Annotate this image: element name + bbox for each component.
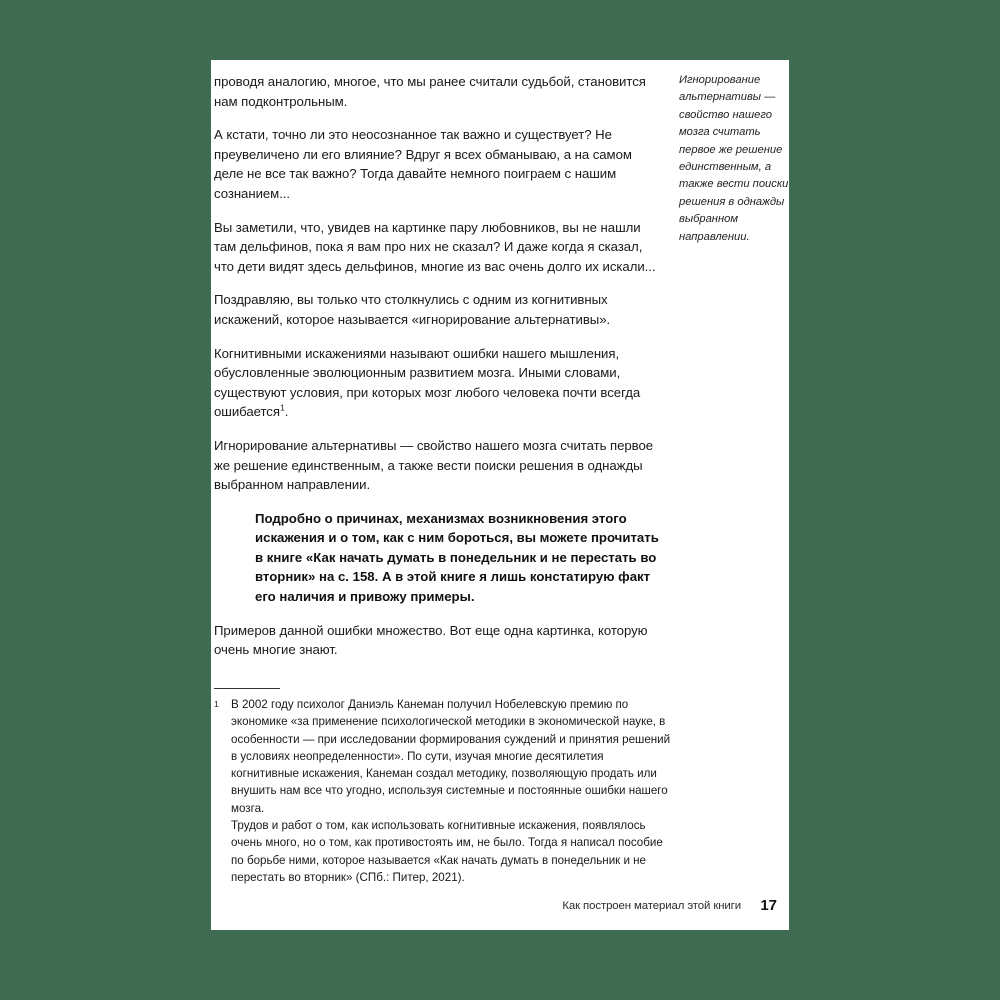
paragraph-5 [214,344,663,422]
paragraph-2: А кстати, точно ли это неосознанное так важно и существует? Не преувеличено ли его влияние? Вдруг я всех обманываю, а на самом деле не все так важно? Тогда давайте немного поиграем с нашим сознанием... [214,127,632,201]
footnote-1 [214,696,671,886]
footnote-paragraph-1: В 2002 году психолог Даниэль Канеман получил Нобелевскую премию по экономике «за применение психологической методики в экономической науке, в особенности — при исследовании формирования суждений и принятия решений в условиях неопределенности». По сути, изучая многие десятилетия когнитивные искажения, Канеман создал методику, позволяющую продать или внушить нам все что угодно, используя системные и постоянные ошибки нашего мозга. [231,698,671,815]
sidenote: Игнорирование альтернативы — свойство нашего мозга считать первое же решение единственным, а также вести поиски решения в однажды выбранном направлении. [679,74,789,243]
paragraph-1: проводя аналогию, многое, что мы ранее считали судьбой, становится нам подконтрольным. [214,74,646,109]
footnote-marker: 1 [214,699,219,709]
paragraph-3: Вы заметили, что, увидев на картинке пару любовников, вы не нашли там дельфинов, пока я вам про них не сказал? И даже когда я сказал, что дети видят здесь дельфинов, многие из вас очень долго их искали... [214,219,656,274]
page-number: 17 [760,897,777,914]
paragraph-5-text: Когнитивными искажениями называют ошибки нашего мышления, обусловленные эволюционным развитием мозга. Иными словами, существуют условия, при которых мозг любого человека почти всегда ошибается [214,345,641,420]
paragraph-4: Поздравляю, вы только что столкнулись с одним из когнитивных искажений, которое называется «игнорирование альтернативы». [214,292,611,327]
paragraph-6: Игнорирование альтернативы — свойство нашего мозга считать первое же решение единственным, а также вести поиски решения в однажды выбранном направлении. [214,437,654,493]
paragraph-5-tail: . [284,404,289,420]
footnotes-section [211,688,671,886]
footer-chapter-title: Как построен материал этой книги [562,900,741,912]
footnote-divider [214,688,280,689]
footnote-reference[interactable]: 1 [279,402,285,413]
book-page [211,60,789,930]
main-text-column [211,72,663,660]
callout-block: Подробно о причинах, механизмах возникновения этого искажения и о том, как с ним бороться, вы можете прочитать в книге «Как начать думать в понедельник и не перестать во вторник» на с. 158. А в этой книге я лишь констатирую факт его наличия и привожу примеры. [255,510,659,605]
paragraph-7: Примеров данной ошибки множество. Вот еще одна картинка, которую очень многие знают. [214,622,648,658]
page-footer [211,894,789,912]
footnote-paragraph-2: Трудов и работ о том, как использовать когнитивные искажения, появлялось очень много, но о том, как противостоять им, не было. Тогда я написал пособие по борьбе ними, которое называется «Как начать думать в понедельник и не перестать во вторник» (СПб.: Питер, 2021). [231,819,663,884]
